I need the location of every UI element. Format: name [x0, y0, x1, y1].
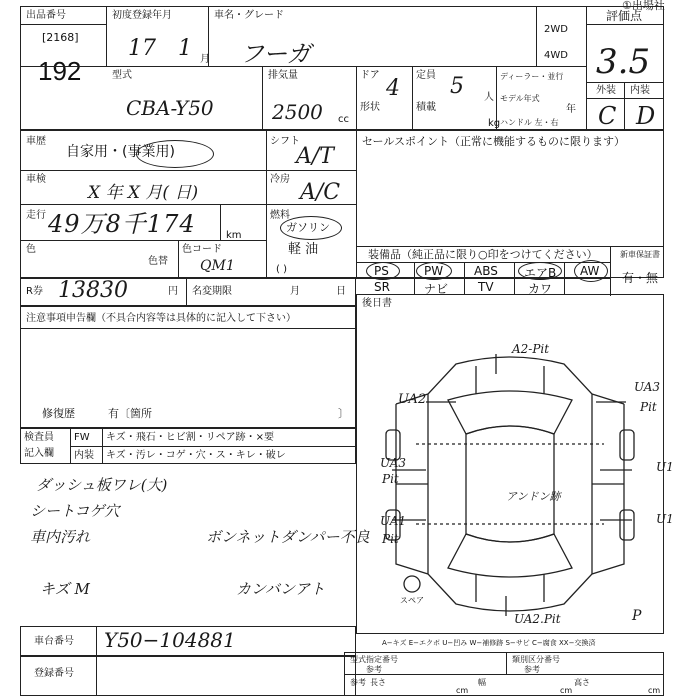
- diagram-ua1-left: UA1: [380, 514, 407, 528]
- equip-ps: PS: [374, 264, 389, 278]
- twowd: 2WD: [544, 24, 568, 35]
- shape-label: 形状: [360, 102, 380, 113]
- type-designation-label: 型式指定番号: [350, 655, 398, 664]
- color-code-value: QM1: [200, 258, 235, 274]
- shift-label: シフト: [270, 136, 300, 147]
- reg-label: 登録番号: [34, 668, 74, 679]
- warranty-label: 新車保証書: [620, 250, 660, 259]
- lot-label: 出品番号: [26, 10, 66, 21]
- diagram-spare: スペア: [400, 596, 424, 605]
- car-name: フーガ: [240, 40, 311, 68]
- int-grade: D: [636, 102, 656, 130]
- height-label: 高さ: [574, 678, 590, 687]
- month-unit: 月: [200, 54, 210, 65]
- warranty-value: 有・無: [622, 271, 659, 285]
- note-1: ダッシュ板ワレ(大): [36, 476, 168, 494]
- equip-abs: ABS: [474, 264, 498, 278]
- person-unit: 人: [484, 92, 494, 103]
- recycle-value: 13830: [58, 278, 128, 303]
- rating-value: 3.5: [596, 42, 651, 82]
- color-label: 色: [26, 244, 36, 255]
- capacity-value: 5: [450, 74, 464, 99]
- category-label: 類別区分番号: [512, 655, 560, 664]
- diagram-bottom-label: UA2.Pit: [514, 612, 561, 626]
- inspector-label: 検査員: [24, 432, 54, 443]
- rating-label: 評価点: [606, 9, 643, 23]
- first-reg-month: 1: [178, 36, 192, 61]
- circle-ps: [366, 262, 400, 280]
- car-name-label: 車名・グレード: [214, 10, 284, 21]
- equip-aw: AW: [580, 264, 600, 278]
- capacity-label: 定員: [416, 70, 436, 81]
- top-stamp: ①出場社: [622, 0, 665, 12]
- inspection-value: X 年 X 月( 日): [88, 183, 199, 203]
- equip-tv: TV: [478, 280, 494, 294]
- length-cm: cm: [456, 686, 469, 695]
- inspection-label: 車検: [26, 174, 46, 185]
- repair-label: 修復歴: [42, 407, 75, 420]
- first-reg-year: 17: [128, 36, 156, 61]
- damage-legend: A−キズ E−エクボ U−凹み W−補修跡 S−サビ C−腐食 XX−交換済: [382, 639, 596, 647]
- circle-airbag: [518, 262, 562, 280]
- note-3: 車内汚れ: [30, 528, 91, 546]
- year-unit: 年: [566, 104, 576, 115]
- model-year-label: モデル年式: [500, 94, 540, 103]
- notes-label: 注意事項申告欄（不具合内容等は具体的に記入して下さい）: [26, 313, 296, 324]
- model-value: CBA-Y50: [126, 96, 214, 120]
- diagram-pit-right: Pit: [640, 400, 657, 414]
- diagram-pit-left: Pit: [382, 472, 399, 486]
- model-label: 型式: [112, 70, 132, 81]
- note-6: カンバンアト: [236, 580, 325, 598]
- dims-ref: 参考: [350, 678, 366, 687]
- equip-leather: カワ: [528, 282, 553, 296]
- length-label: 長さ: [370, 678, 386, 687]
- kg-unit: kg: [488, 118, 501, 129]
- nameplate-day: 日: [336, 286, 346, 297]
- equip-sr: SR: [374, 280, 390, 294]
- circle-aw: [574, 260, 608, 282]
- diagram-ua3-right: UA3: [634, 380, 661, 394]
- history-circle-mark: [136, 140, 214, 168]
- shift-value: A/T: [296, 144, 334, 169]
- equip-pw: PW: [424, 264, 444, 278]
- ext-grade: C: [598, 102, 617, 130]
- width-cm: cm: [560, 686, 573, 695]
- int-label: 内装: [630, 85, 650, 96]
- km-unit: km: [226, 230, 242, 241]
- lot-number: 192: [38, 56, 82, 86]
- fuel-label: 燃料: [270, 210, 290, 221]
- diagram-p-mark: P: [632, 608, 642, 624]
- circle-pw: [416, 262, 452, 280]
- fuel-paren: ( ): [276, 264, 287, 275]
- displacement-value: 2500: [272, 100, 323, 124]
- int-items: キズ・汚レ・コゲ・穴・ス・キレ・破レ: [106, 450, 286, 461]
- history-label: 車歴: [26, 136, 46, 147]
- mileage-value: 49万8千174: [48, 210, 196, 238]
- diagram-top-label: A2-Pit: [512, 342, 550, 356]
- handle-label: ハンドル 左・右: [500, 118, 559, 127]
- nameplate-month: 月: [290, 286, 300, 297]
- diagram-ua3-left: UA3: [380, 456, 407, 470]
- note-5: キズ M: [40, 580, 90, 598]
- fill-label: 記入欄: [24, 448, 54, 459]
- diagram-ua2-left: UA2: [398, 392, 427, 407]
- repair-value: 有〔箇所: [108, 407, 152, 420]
- ac-label: 冷房: [270, 174, 290, 185]
- width-label: 幅: [478, 678, 486, 687]
- sales-label: セールスポイント（正常に機能するものに限ります）: [362, 135, 626, 148]
- note-4: ボンネットダンパー不良: [206, 528, 370, 546]
- fw-label: FW: [74, 432, 90, 443]
- doors-value: 4: [386, 76, 400, 101]
- mileage-label: 走行: [26, 210, 46, 221]
- displacement-label: 排気量: [268, 70, 298, 81]
- fuel-gas: ガソリン: [286, 221, 330, 234]
- type-ref: 参考: [366, 665, 382, 674]
- diagram-pit-left-2: Pit: [382, 532, 399, 546]
- history-value: 自家用・(事業用): [66, 144, 175, 160]
- equipment-label: 装備品（純正品に限り○印をつけてください）: [368, 248, 598, 261]
- first-reg-label: 初度登録年月: [112, 10, 172, 21]
- note-2: シートコゲ穴: [30, 502, 120, 520]
- equip-navi: ナビ: [424, 282, 449, 296]
- fourwd: 4WD: [544, 50, 568, 61]
- recycle-label: R券: [26, 286, 43, 297]
- height-cm: cm: [648, 686, 661, 695]
- diagram-center-note: アンドン跡: [506, 490, 561, 503]
- later-doc-label: 後日書: [362, 298, 392, 309]
- category-ref: 参考: [524, 665, 540, 674]
- ext-label: 外装: [596, 85, 616, 96]
- repair-close: 〕: [338, 407, 349, 420]
- lot-id: [2168]: [42, 31, 79, 44]
- nameplate-label: 名変期限: [192, 286, 232, 297]
- int-row-label: 内装: [74, 450, 94, 461]
- car-damage-diagram: [356, 334, 664, 634]
- equip-airbag: エアB: [524, 266, 557, 280]
- diagram-u1-a: U1: [656, 460, 674, 474]
- fw-items: キズ・飛石・ヒビ割・リペア跡・×要: [106, 432, 274, 443]
- chassis-value: Y50−104881: [104, 628, 236, 652]
- dealer-label: ディーラー・並行: [500, 72, 564, 81]
- chassis-label: 車台番号: [34, 636, 74, 647]
- color-code-label: 色コード: [182, 244, 222, 255]
- cc-unit: cc: [338, 114, 349, 125]
- color-change-label: 色替: [148, 256, 168, 267]
- doors-label: ドア: [360, 70, 380, 81]
- fuel-circle-mark: [280, 216, 342, 240]
- fuel-diesel: 軽 油: [288, 242, 319, 257]
- load-label: 積載: [416, 102, 436, 113]
- ac-value: A/C: [300, 180, 341, 205]
- diagram-u1-b: U1: [656, 512, 674, 526]
- yen-unit: 円: [168, 286, 178, 297]
